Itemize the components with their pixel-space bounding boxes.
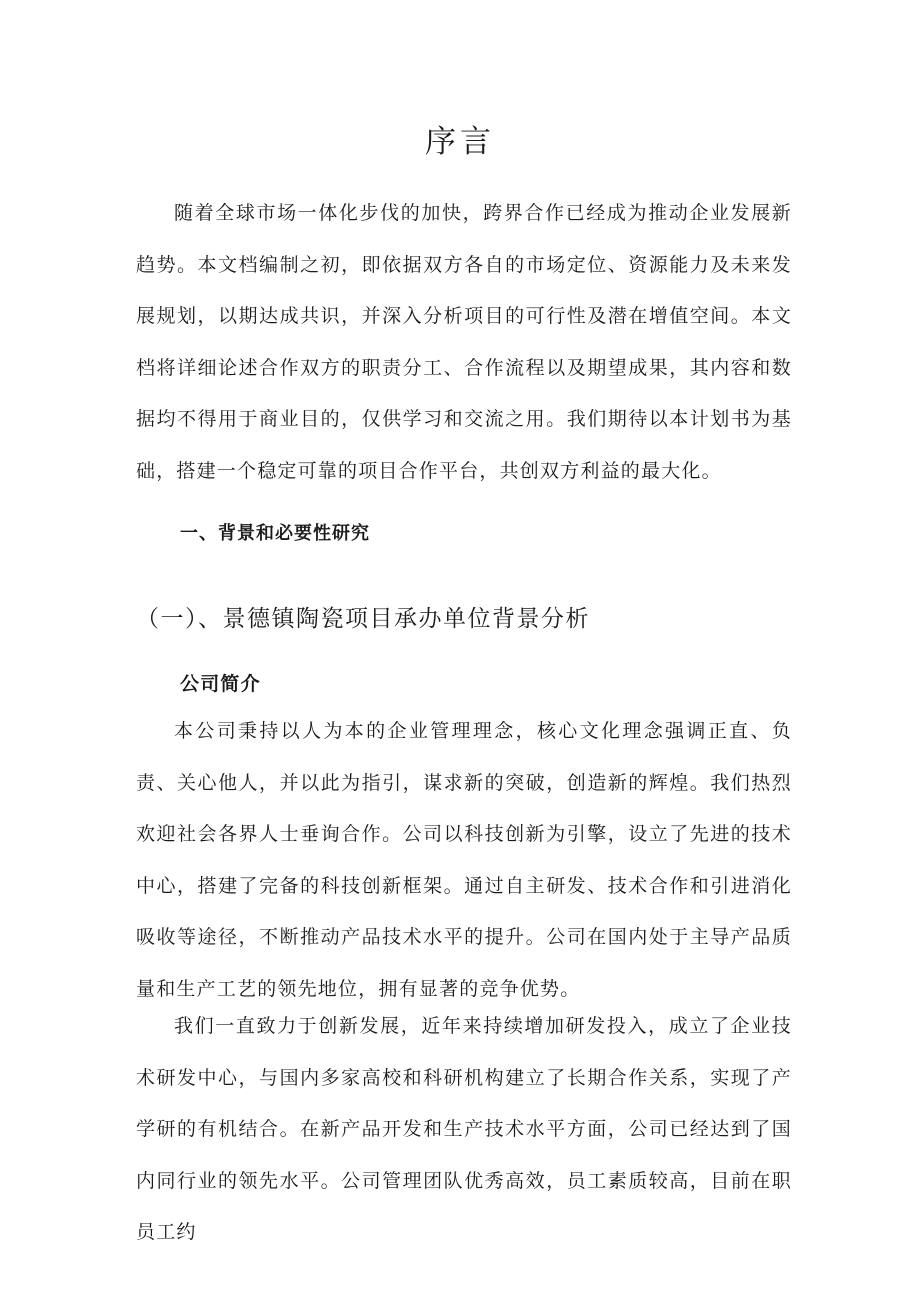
section-heading-background: 一、背景和必要性研究 bbox=[180, 523, 370, 544]
company-intro-paragraph: 本公司秉持以人为本的企业管理理念，核心文化理念强调正直、负责、关心他人，并以此为指引，谋求新的突破，创造新的辉煌。我们热烈欢迎社会各界人士垂询合作。公司以科技创新为引擎，设立了先进的技术中心，搭建了完备的科技创新框架。通过自主研发、技术合作和引进消化吸收等途径，不断推动产品技术水平的提升。公司在国内处于主导产品质量和生产工艺的领先地位，拥有显著的竞争优势。 bbox=[136, 720, 792, 1000]
subsection-heading-organizer: （一）、景德镇陶瓷项目承办单位背景分析 bbox=[136, 606, 590, 632]
innovation-paragraph: 我们一直致力于创新发展，近年来持续增加研发投入，成立了企业技术研发中心，与国内多家高校和科研机构建立了长期合作关系，实现了产学研的有机结合。在新产品开发和生产技术水平方面，公司已经达到了国内同行业的领先水平。公司管理团队优秀高效，员工素质较高，目前在职员工约 bbox=[136, 1015, 792, 1243]
preface-paragraph: 随着全球市场一体化步伐的加快，跨界合作已经成为推动企业发展新趋势。本文档编制之初，即依据双方各自的市场定位、资源能力及未来发展规划，以期达成共识，并深入分析项目的可行性及潜在增值空间。本文档将详细论述合作双方的职责分工、合作流程以及期望成果，其内容和数据均不得用于商业目的，仅供学习和交流之用。我们期待以本计划书为基础，搭建一个稳定可靠的项目合作平台，共创双方利益的最大化。 bbox=[136, 202, 792, 482]
document-title: 序言 bbox=[425, 124, 495, 160]
company-intro-heading: 公司简介 bbox=[180, 673, 261, 695]
